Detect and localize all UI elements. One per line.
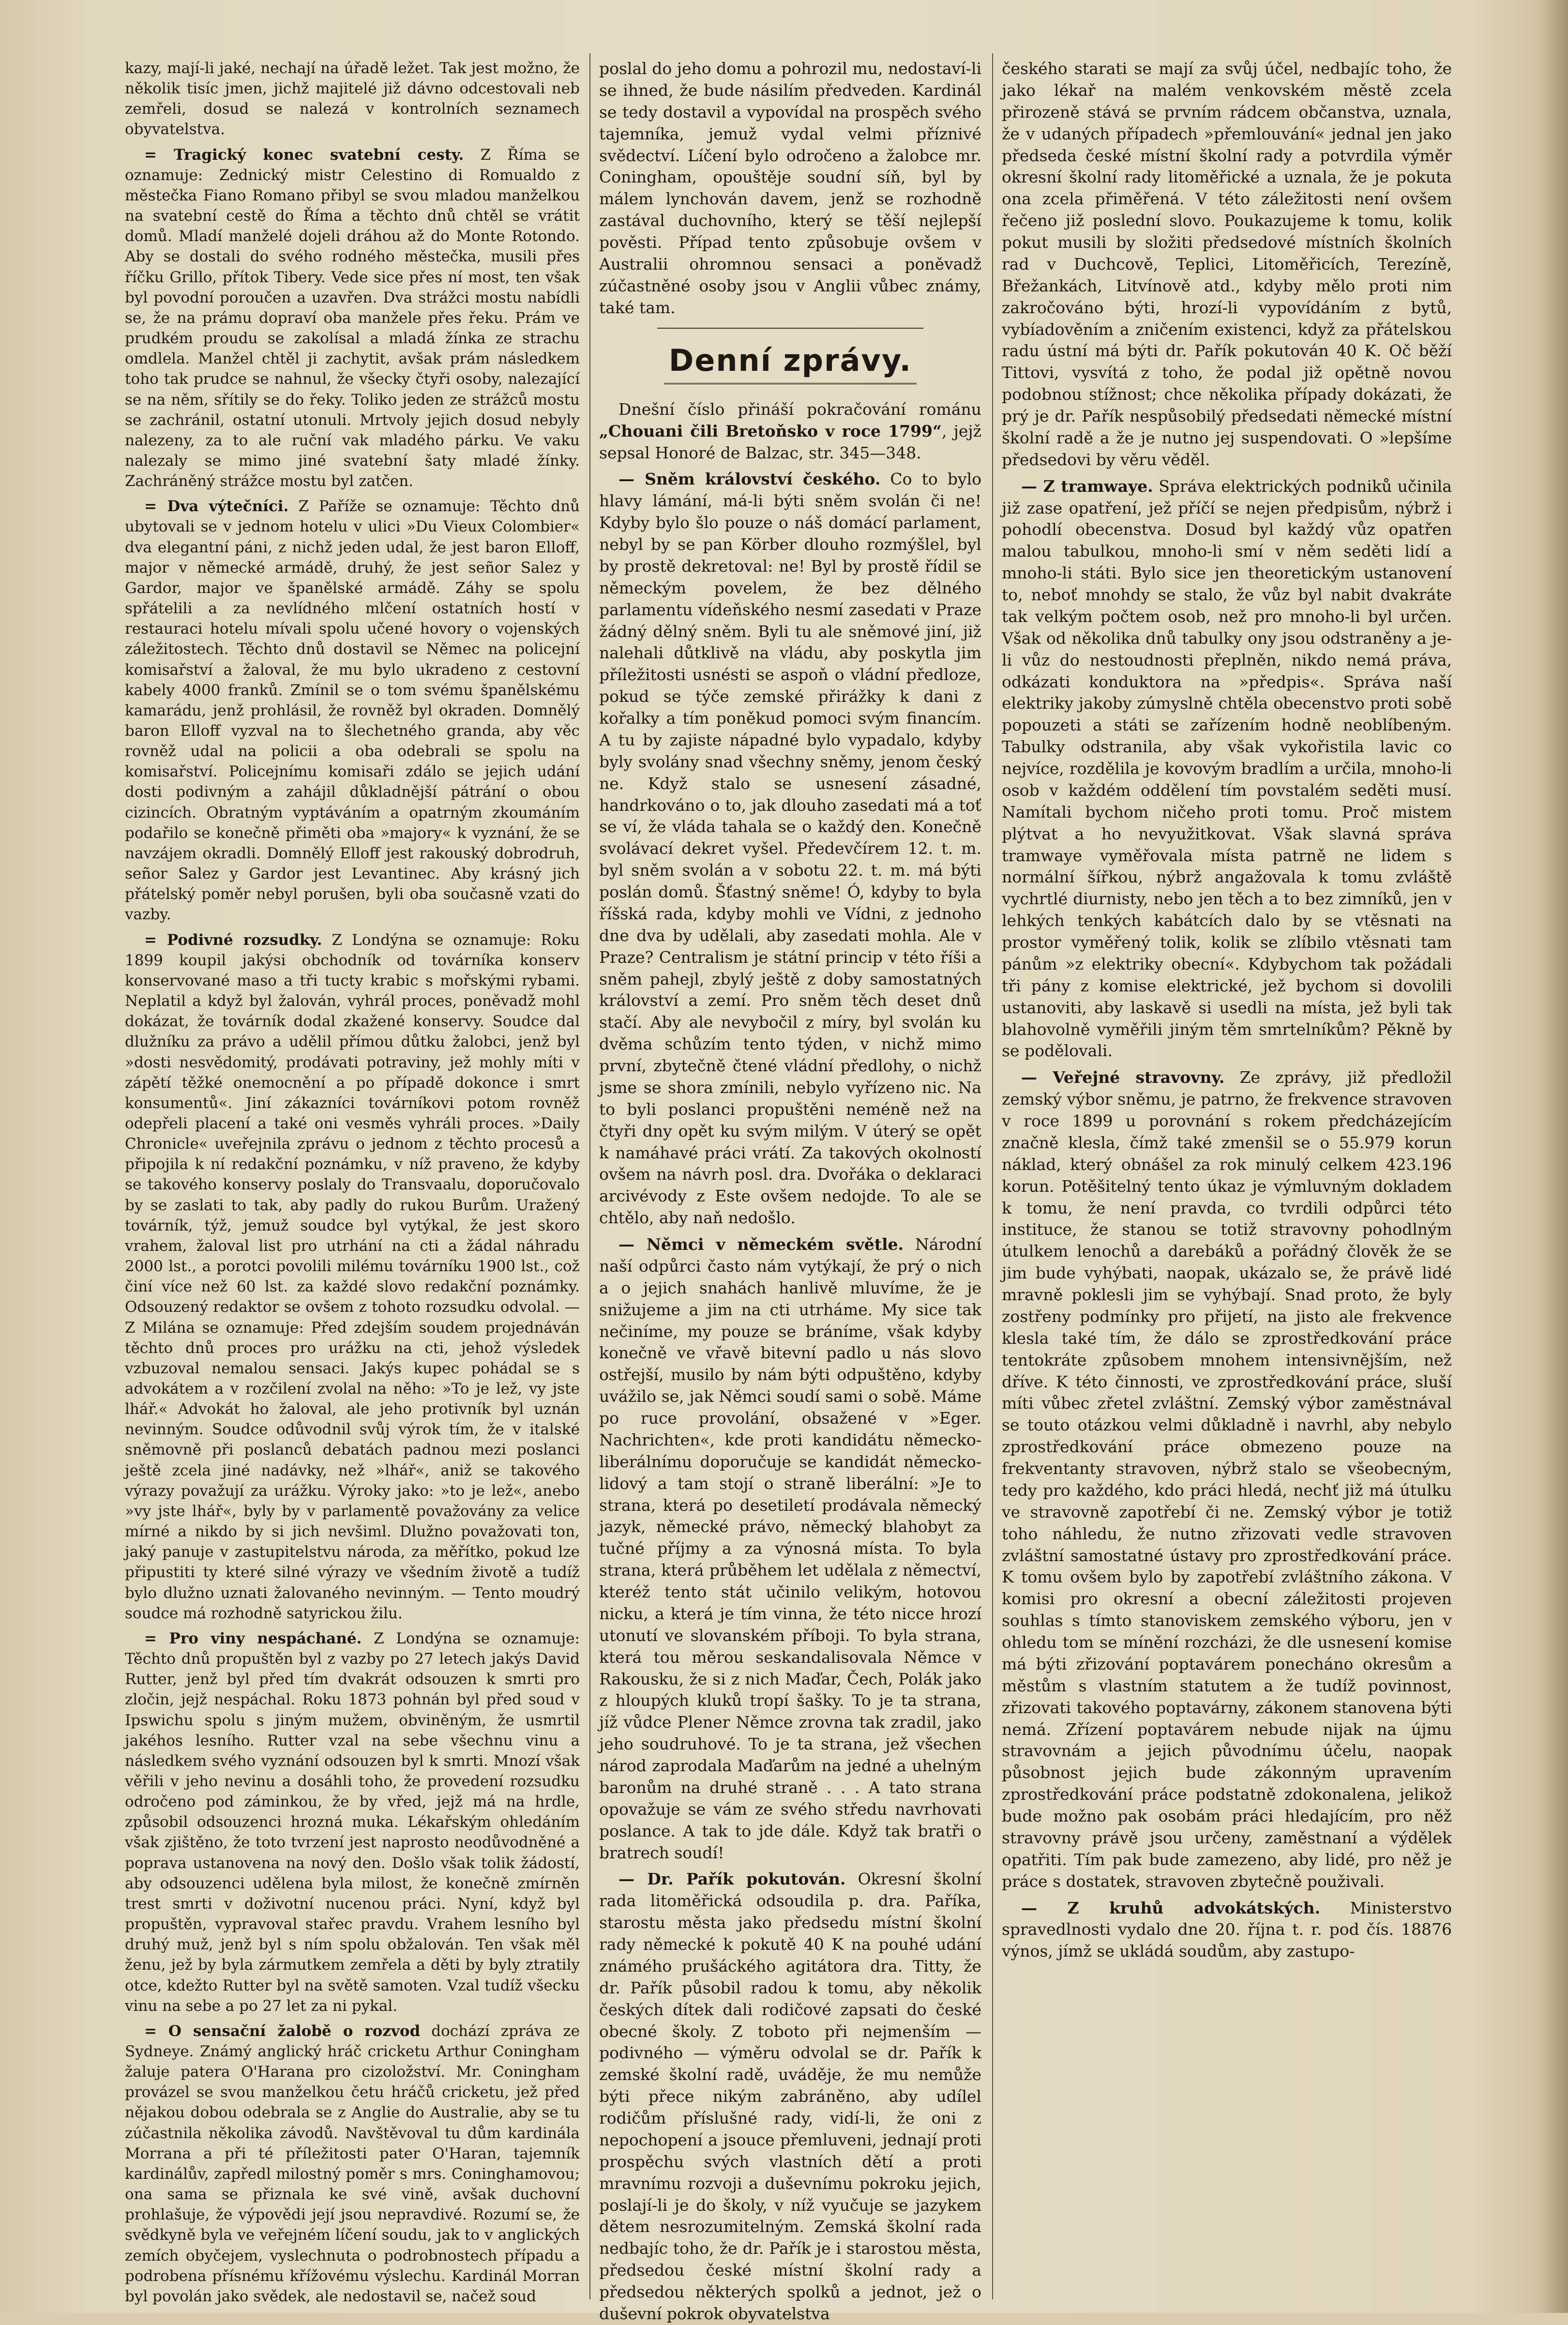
article-heading: — Němci v německém světle. [618, 1235, 904, 1254]
column-3 [1002, 58, 1452, 2295]
article-parik [599, 1869, 981, 2325]
article-strange-verdicts [125, 930, 580, 1624]
article-innocent [125, 1628, 580, 2016]
article-heading: — Dr. Pařík pokutován. [618, 1869, 846, 1889]
article-advocates [1002, 1898, 1452, 1963]
article-heading: = Podivné rozsudky. [144, 931, 322, 949]
article-heading: = Tragický konec svatební cesty. [144, 146, 464, 164]
article-heading: = Pro viny nespáchané. [144, 1629, 362, 1647]
article-body: Z Londýna se oznamuje: Roku 1899 koupil jakýsi obchodník od továrníka konserv konservované maso a tři tucty krabic s mořskými rybami. Neplatil a když byl žalován, vyhrál proces, poněvadž mohl dokázat, že továrník dodal zkažené konservy. Soudce dal dlužníku za právo a udělil přímou důtku žalobci, jenž byl »dosti nesvědomitý, prodávati potraviny, jež mohly míti v zápětí těžké onemocnění a po případě dokonce i smrt konsumentů«. Jiní zákazníci továrníkovi potom rovněž odepřeli placení a také oni vesměs vyhráli proces. »Daily Chronicle« uveřejnila zprávu o jednom z těchto procesů a připojila k ní redakční poznámku, v níž praveno, že kdyby se takového konservy poslaly do Transvaalu, doporučovalo by se zaslati to tak, aby padly do rukou Burům. Uražený továrník, týž, jemuž soudce byl vytýkal, že jest skoro vrahem, žaloval list pro utrhání na cti a žádal náhradu 2000 lst., a porotci povolili milému továrníku 1900 lst., což činí více než 60 lst. za každé slovo redakční poznámky. Odsouzený redaktor se ovšem z tohoto rozsudku odvolal. — Z Milána se oznamuje: Před zdejším soudem projednáván těchto dnů proces pro urážku na cti, jehož výsledek vzbuzoval nemalou sensaci. Jakýs kupec pohádal se s advokátem a v rozčilení zvolal na něho: »To je lež, vy jste lhář.« Advokát ho žaloval, ale jeho protivník byl uznán nevinným. Soudce odůvodnil svůj výrok tím, že v italské sněmovně při poslanců debatách padnou mezi poslanci ještě zcela jiné nadávky, než »lhář«, aniž se takového výrazy považují za urážku. Výroky jako: »to je lež«, anebo »vy jste lhář«, byly by v parlamentě považovány za velice mírné a nikdo by si jich nevšiml. Dlužno považovati ton, jaký panuje v zastupitelstvu národa, za měřítko, pokud lze připustiti ty které silné výrazy ve všedním životě a tudíž bylo dlužno uznati žalovaného nevinným. — Tento moudrý soudce má rozhodně satyrickou žilu. [125, 931, 580, 1622]
serial-notice: Dnešní číslo přináší pokračování románu „Chouani čili Bretoňsko v roce 1799“, jejž sepsal Honoré de Balzac, str. 345—348. [599, 399, 982, 462]
article-divorce [125, 2021, 580, 2307]
article-canteens [1002, 1067, 1452, 1892]
article-diet [599, 469, 981, 1229]
article-tramway [1002, 476, 1452, 1063]
section-title-text: Denní zprávy. [664, 340, 917, 384]
article-heading: — Z tramwaye. [1021, 476, 1153, 496]
article-continuation: poslal do jeho domu a pohrozil mu, nedostaví-li se ihned, že bude násilím předveden. Kardinál se tedy dostavil a vypovídal na prospěch svého tajemníka, jemuž vydal velmi příznivé svědectví. Líčení bylo odročeno a žalobce mr. Coningham, opouštěje soudní síň, byl by málem lynchován davem, jenž se rozhodně zastával duchovního, který se těší nejlepší pověsti. Případ tento způsobuje ovšem v Australii ohromnou sensaci a poněvadž zúčastněné osoby jsou v Anglii vůbec známy, také tam. [599, 59, 981, 317]
article-continuation: českého starati se mají za svůj účel, nedbajíc toho, že jako lékař na malém venkovském městě zcela přirozeně stává se prvním rádcem občanstva, uznala, že v udaných případech »přemlouvání« jednal jen jako předseda české místní školní rady a potvrdila výměr okresní školní rady litoměřické a uznala, že je pokuta ona zcela přiměřená. V této záležitosti není ovšem řečeno již poslední slovo. Poukazujeme k tomu, kolik pokut musili by složiti předsedové místních školních rad v Duchcově, Teplici, Litoměřicích, Terezíně, Břežankách, Litvínově atd., kdyby mělo proti nim zakročováno býti, hrozí-li vypovídáním z bytů, vybíadověním a zničením existenci, když za přátelskou radu ústní má býti dr. Pařík pokutován 40 K. Oč běží Tittovi, vysvítá z toho, že podal již opětně novou podobnou stížnost; chce několika případy dokázati, že prý je dr. Pařík nespůsobilý předsedati německé místní školní radě a že je nutno jej suspendovati. O »lepšíme předsedovi by věru věděl. [1002, 59, 1452, 469]
section-title [599, 340, 981, 384]
article-body: Správa elektrických podniků učinila již zase opatření, jež příčí se nejen předpisům, nýbrž i pohodlí obecenstva. Dosud byl každý vůz opatřen malou tabulkou, mnoho-li smí v něm seděti lidí a mnoho-li státi. Bylo sice jen theoretickým ustanovení to, neboť mnohdy se stalo, že vůz byl nabit dvakráte tak velkým počtem osob, než pro mnoho-li byl určen. Však od několika dnů tabulky ony jsou odstraněny a je-li vůz do nestoudnosti přeplněn, nikdo nemá práva, odkázati konduktora na »předpis«. Správa naší elektriky jakoby zúmyslně chtěla obecenstvo proti sobě popouzeti a státi se zařízením hodně neoblíbeným. Tabulky odstranila, aby však vykořistila lavic co nejvíce, rozdělila je kovovým bradlím a určila, mnoho-li osob v každém oddělení tím povstalém seděti musí. Namítali bychom ničeho proti tomu. Proč mistem plýtvat a ho nevyužitkovat. Však slavná správa tramwaye vyměřovala místa patrně ne lidem s normální šířkou, nýbrž angažovala k tomu zvláště vychrtlé diurnisty, nebo jen těch a to bez zimníků, jen v lehkých tenkých kabátcích dalo by se vtěsnati na prostor vyměřený tolik, kolik se zlíbilo vtěsnati tam pánům »z elektriky obecní«. Kdybychom tak požádali tři pány z komise elektrické, jež bychom si dovolili ustanoviti, aby laskavě si usedli na místa, jež byli tak blahovolně vyměřili jiným těm smrtelníkům? Pěkně by se podělovali. [1002, 476, 1452, 1061]
article-body: Z Londýna se oznamuje: Těchto dnů propuštěn byl z vazby po 27 letech jakýs David Rutter, jenž byl před tím dvakrát odsouzen k smrti pro zločin, jejž nespáchal. Roku 1873 pohnán byl před soud v Ipswichu spolu s jiným mužem, obviněným, že usmrtil jakéhos lesního. Rutter vzal na sebe všechnu vinu a následkem svého vyznání odsouzen byl k smrti. Mnozí však věřili v jeho nevinu a dosáhli toho, že provedení rozsudku odročeno pod záminkou, že by vřed, jejž má na hrdle, způsobil odsouzenci hrozná muka. Lékařským ohledáním však zjištěno, že toto tvrzení jest naprosto neodůvodněné a poprava ustanovena na nový den. Došlo však tolik žádostí, aby odsouzenci udělena byla milost, že konečně zmírněn trest smrti v doživotní nucenou práci. Nyní, když byl propuštěn, vypravoval stařec pravdu. Vrahem lesního byl druhý muž, jenž byl s ním spolu obžalován. Ten však měl ženu, jež by byla zármutkem zemřela a děti by byly ztratily otce, kdežto Rutter byl na světě samoten. Vzal tudíž všecku vinu na sebe a po 27 let za ni pykal. [125, 1629, 580, 2015]
column-divider [589, 53, 590, 2299]
article-two-fellows [125, 496, 580, 925]
article-tragic-wedding [125, 145, 580, 492]
divider [657, 328, 923, 329]
novel-title: „Chouani čili Bretoňsko v roce 1799“ [599, 421, 942, 441]
article-continuation: kazy, mají-li jaké, nechají na úřadě ležet. Tak jest možno, že několik tisíc jmen, jichž majitelé již dávno odcestovali neb zemřeli, dosud se nalezá v kontrolních seznamech obyvatelstva. [125, 60, 580, 138]
page-edge-shadow [1539, 0, 1568, 2313]
article-heading: = Dva výtečníci. [144, 498, 289, 516]
column-2 [599, 58, 982, 2323]
article-body: dochází zpráva ze Sydneye. Známý anglický hráč cricketu Arthur Coningham žaluje patera O'Harana pro cizoložství. Mr. Coningham provázel se svou manželkou četu hráčů cricketu, jež před nějakou dobou odebrala se z Anglie do Australie, aby se tu zúčastnila několika závodů. Navštěvoval tu dům kardinála Morrana a při té příležitosti pater O'Haran, tajemník kardinálův, zapředl milostný poměr s mrs. Coninghamovou; ona sama se přiznala ke své vině, avšak duchovní prohlašuje, že výpovědi její jsou nepravdivé. Rozumí se, že svědkyně byla ve veřejném líčení soudu, jak to v anglických zemích obyčejem, vyslechnuta o podrobnostech případu a podrobena přísnému křížovému výslechu. Kardinál Morran byl povolán jako svědek, ale nedostavil se, načež soud [125, 2022, 580, 2305]
article-body: Z Říma se oznamuje: Zednický mistr Celestino di Romualdo z městečka Fiano Romano přibyl se svou mladou manželkou na svatební cestě do Říma a těchto dnů chtěl se vrátit domů. Mladí manželé dojeli dráhou až do Monte Rotondo. Aby se dostali do svého rodného městečka, musili přes říčku Grillo, přítok Tibery. Vede sice přes ní most, ten však byl povodní poroučen a uzavřen. Dva strážci mostu nabídli se, že na prámu dopraví oba manžele přes řeku. Prám ve prudkém proudu se zakolísal a mladá žínka ze strachu omdlela. Manžel chtěl ji zachytit, avšak prám následkem toho tak prudce se nahnul, že všecky čtyři osoby, nalezající se na něm, sřítily se do řeky. Toliko jeden ze strážců mostu se zachránil, ostatní utonuli. Mrtvoly jejich dosud nebyly nalezeny, za to ale ruční vak mladého párku. Ve vaku nalezaly se mimo jiné svatební šaty mladé žínky. Zachráněný strážce mostu byl zatčen. [125, 146, 580, 490]
article-heading: — Z kruhů advokátských. [1021, 1898, 1321, 1917]
article-body: Národní naší odpůrci často nám vytýkají, že prý o nich a o jejich snahách hanlivě mluvíme, že je snižujeme a jim na cti utrháme. My sice tak nečiníme, my pouze se bráníme, však kdyby konečně ve vřavě bitevní padlo u nás slovo ostřejší, musilo by nám býti odpuštěno, kdyby uvážilo se, jak Němci soudí sami o sobě. Máme po ruce provolání, obsažené v »Eger. Nachrichten«, kde proti kandidátu německo-liberálnímu doporučuje se kandidát německo-lidový a tam stojí o straně liberální: »Je to strana, která po desetiletí prodávala německý jazyk, německé právo, německý blahobyt za tučné příjmy a za výnosná místa. To byla strana, která průběhem let udělala z němectví, kteréž tento stát učinilo velikým, hotovou nicku, a která je tím vinna, že této nicce hrozí utonutí ve slovanském příboji. To byla strana, která tou měrou seskandalisovala Němce v Rakousku, že si z nich Maďar, Čech, Polák jako z hloupých kluků tropí šašky. To je ta strana, jíž vůdce Plener Němce zrovna tak zradil, jako jeho soudruhové. To je ta strana, jež všechen národ zaprodala Maďarům na jedné a uhelným baronům na druhé straně . . . A tato strana opovažuje se vám ze svého středu navrhovati poslance. A tak to jde dále. Když tak bratři o bratrech soudí! [599, 1235, 981, 1862]
article-heading: — Sněm království českého. [618, 470, 881, 489]
article-body: Okresní školní rada litoměřická odsoudila p. dra. Paříka, starostu města jako předsedu místní školní rady německé k pokutě 40 K na pouhé udání známého prušáckého agitátora dra. Titty, že dr. Pařík působil radou k tomu, aby několik českých dítek dali rodičové zapsati do české obecné školy. Z toboto při nejmenším — podivného — výměru odvolal se dr. Pařík k zemské školní radě, uváděje, že mu nemůže býti přece nikým zabráněno, aby udílel rodičům příslušné rady, vidí-li, že oni z nepochopení a jsouce přemluveni, jednají proti prospěchu svých vlastních dětí a proti mravnímu rozvoji a duševnímu pokroku jejich, poslají-li je do školy, v níž vyučuje se jazykem dětem nesrozumitelným. Zemská školní rada nedbajíc toho, že dr. Pařík je i starostou města, předsedou české místní školní rady a předsedou některých spolků a jednot, jež o duševní pokrok obyvatelstva [599, 1869, 981, 2323]
article-heading: — Veřejné stravovny. [1021, 1068, 1225, 1087]
article-germans [599, 1234, 981, 1864]
article-heading: = O sensační žalobě o rozvod [144, 2022, 421, 2040]
column-1 [125, 58, 580, 2305]
article-body: Co to bylo hlavy lámání, má-li býti sněm svolán či ne! Kdyby bylo šlo pouze o náš domácí parlament, nebyl by se pan Körber dlouho rozmýšlel, byl by prostě dekretoval: ne! Byl by prostě řídil se německým povelem, že bez dělného parlamentu vídeňského nesmí zasedati v Praze žádný dělný sněm. Byli tu ale sněmové jiní, již nalehali důtklivě na vládu, aby poskytla jim příležitosti usnésti se aspoň o vládní předloze, pokud se týče zemské přirážky k dani z kořalky a tím poněkud pomoci svým financím. A tu by zajiste nápadné bylo vypadalo, kdyby byly svolány snad všechny sněmy, jenom český ne. Když stalo se usnesení zásadné, handrkováno o to, jak dlouho zasedati má a toť se ví, že vláda tahala se o každý den. Konečně svolávací dekret vyšel. Předevčírem 12. t. m. byl sněm svolán a v sobotu 22. t. m. má býti poslán domů. Šťastný sněme! Ó, kdyby to byla říšská rada, kdyby mohli ve Vídni, z jednoho dne dva by udělali, aby zasedati mohla. Ale v Praze? Centralism je státní princip v této říši a sněm pahejl, zbylý ještě z doby samostatných království a zemí. Pro sněm těch deset dnů stačí. Aby ale nevybočil z míry, byl svolán ku dvěma schůzím tento týden, v nichž mimo první, zbytečně čtené vládní předlohy, o nichž jsme se shora zmínili, nebylo vyřízeno nic. Na to byli poslanci propuštěni neméně než na čtyři dny opět ku svým milým. V úterý se opět k namáhavé práci vrátí. Za takových okolností ovšem na návrh posl. dra. Dvořáka o deklaraci arcivévody z Este ovšem nedojde. To ale se chtělo, aby naň nedošlo. [599, 470, 982, 1228]
article-body: Ministerstvo spravedlnosti vydalo dne 20. října t. r. pod čís. 18876 výnos, jímž se ukládá soudům, aby zastupo- [1002, 1898, 1452, 1961]
article-body: Ze zprávy, již předložil zemský výbor sněmu, je patrno, že frekvence stravoven v roce 1899 u porovnání s rokem předcházejícím značně klesla, čímž také zmenšil se o 55.979 korun náklad, který obnášel za rok minulý celkem 423.196 korun. Potěšitelný tento úkaz je výmluvným dokladem k tomu, že není pravda, co tvrdili odpůrci této instituce, že stanou se totiž stravovny pohodlným útulkem lenochů a darebáků a pořádný člověk že se jim bude vyhýbati, naopak, ukázalo se, že právě lidé mravně poklesli jim se vyhýbají. Snad proto, že byly zostřeny podmínky pro přijetí, na jisto ale frekvence klesla také tím, že dálo se zprostředkování práce tentokráte způsobem mnohem intensivnějším, než dříve. K této činnosti, ve zprostředkování práce, sluší míti vůbec zřetel zvláštní. Zemský výbor zaměstnával se touto otázkou velmi důkladně i navrhl, aby nebylo zprostředkování práce obmezeno pouze na frekventanty stravoven, nýbrž stalo se všeobecným, tedy pro každého, kdo práci hledá, nechť již má útulku ve stravovně zapotřebí či ne. Zemský výbor je totiž toho náhledu, že nutno zřizovati vedle stravoven zvláštní samostatné ústavy pro zprostředkování práce. K tomu ovšem bylo by zapotřebí zvláštního zákona. V komisi pro okresní a obecní záležitosti projeven souhlas s tímto stanoviskem zemského výboru, jen v ohledu tom se mínění rozcházi, že dle usnesení komise má býti zřizování poptavárem ponecháno okresům a městům s vlastním statutem a že tudíž povinnost, zřizovati takového poptavárny, zákonem stanovena býti nemá. Zřízení poptavárem nebude nijak na újmu stravovnám a jejich původnímu účelu, naopak působnost jejich bude zákonným upravením zprostředkování práce podstatně zdokonalena, jelikož bude možno pak osobám práci hledajícím, pro něž stravovny právě jsou určeny, zaměstnaní a výdělek opatřiti. Tím pak bude zamezeno, aby lidé, pro něž je práce s dostatek, stravoven zbytečně použivali. [1002, 1068, 1452, 1891]
column-divider [992, 53, 993, 2299]
article-body: Z Paříže se oznamuje: Těchto dnů ubytovali se v jednom hotelu v ulici »Du Vieux Colombier« dva elegantní páni, z nichž jeden udal, že jest baron Elloff, major v německé armádě, druhý, že jest señor Salez y Gardor, major ve španělské armádě. Záhy se spolu spřátelili a za nevlídného mlčení ostatních hostí v restauraci hotelu mívali spolu učené hovory o vojenských záležitostech. Těchto dnů dostavil se Němec na policejní komisařství a žaloval, že mu bylo ukradeno z cestovní kabely 4000 franků. Zmínil se o tom svému španělskému kamarádu, jenž prohlásil, že rovněž byl okraden. Domnělý baron Elloff vyzval na to šlechetného granda, aby věc rovněž udal na policii a oba odebrali se spolu na komisařství. Policejnímu komisaři zdálo se jejich udání dosti podivným a zahájil důkladnější pátrání o obou cizincích. Obratným vyptáváním a opatrným zkoumáním podařilo se konečně přiměti oba »majory« k vyznání, že se navzájem okradli. Domnělý Elloff jest rakouský dobrodruh, señor Salez y Gardor jest Levantinec. Aby krásný jich přátelský poměr nebyl porušen, byli oba současně vzati do vazby. [125, 498, 580, 924]
